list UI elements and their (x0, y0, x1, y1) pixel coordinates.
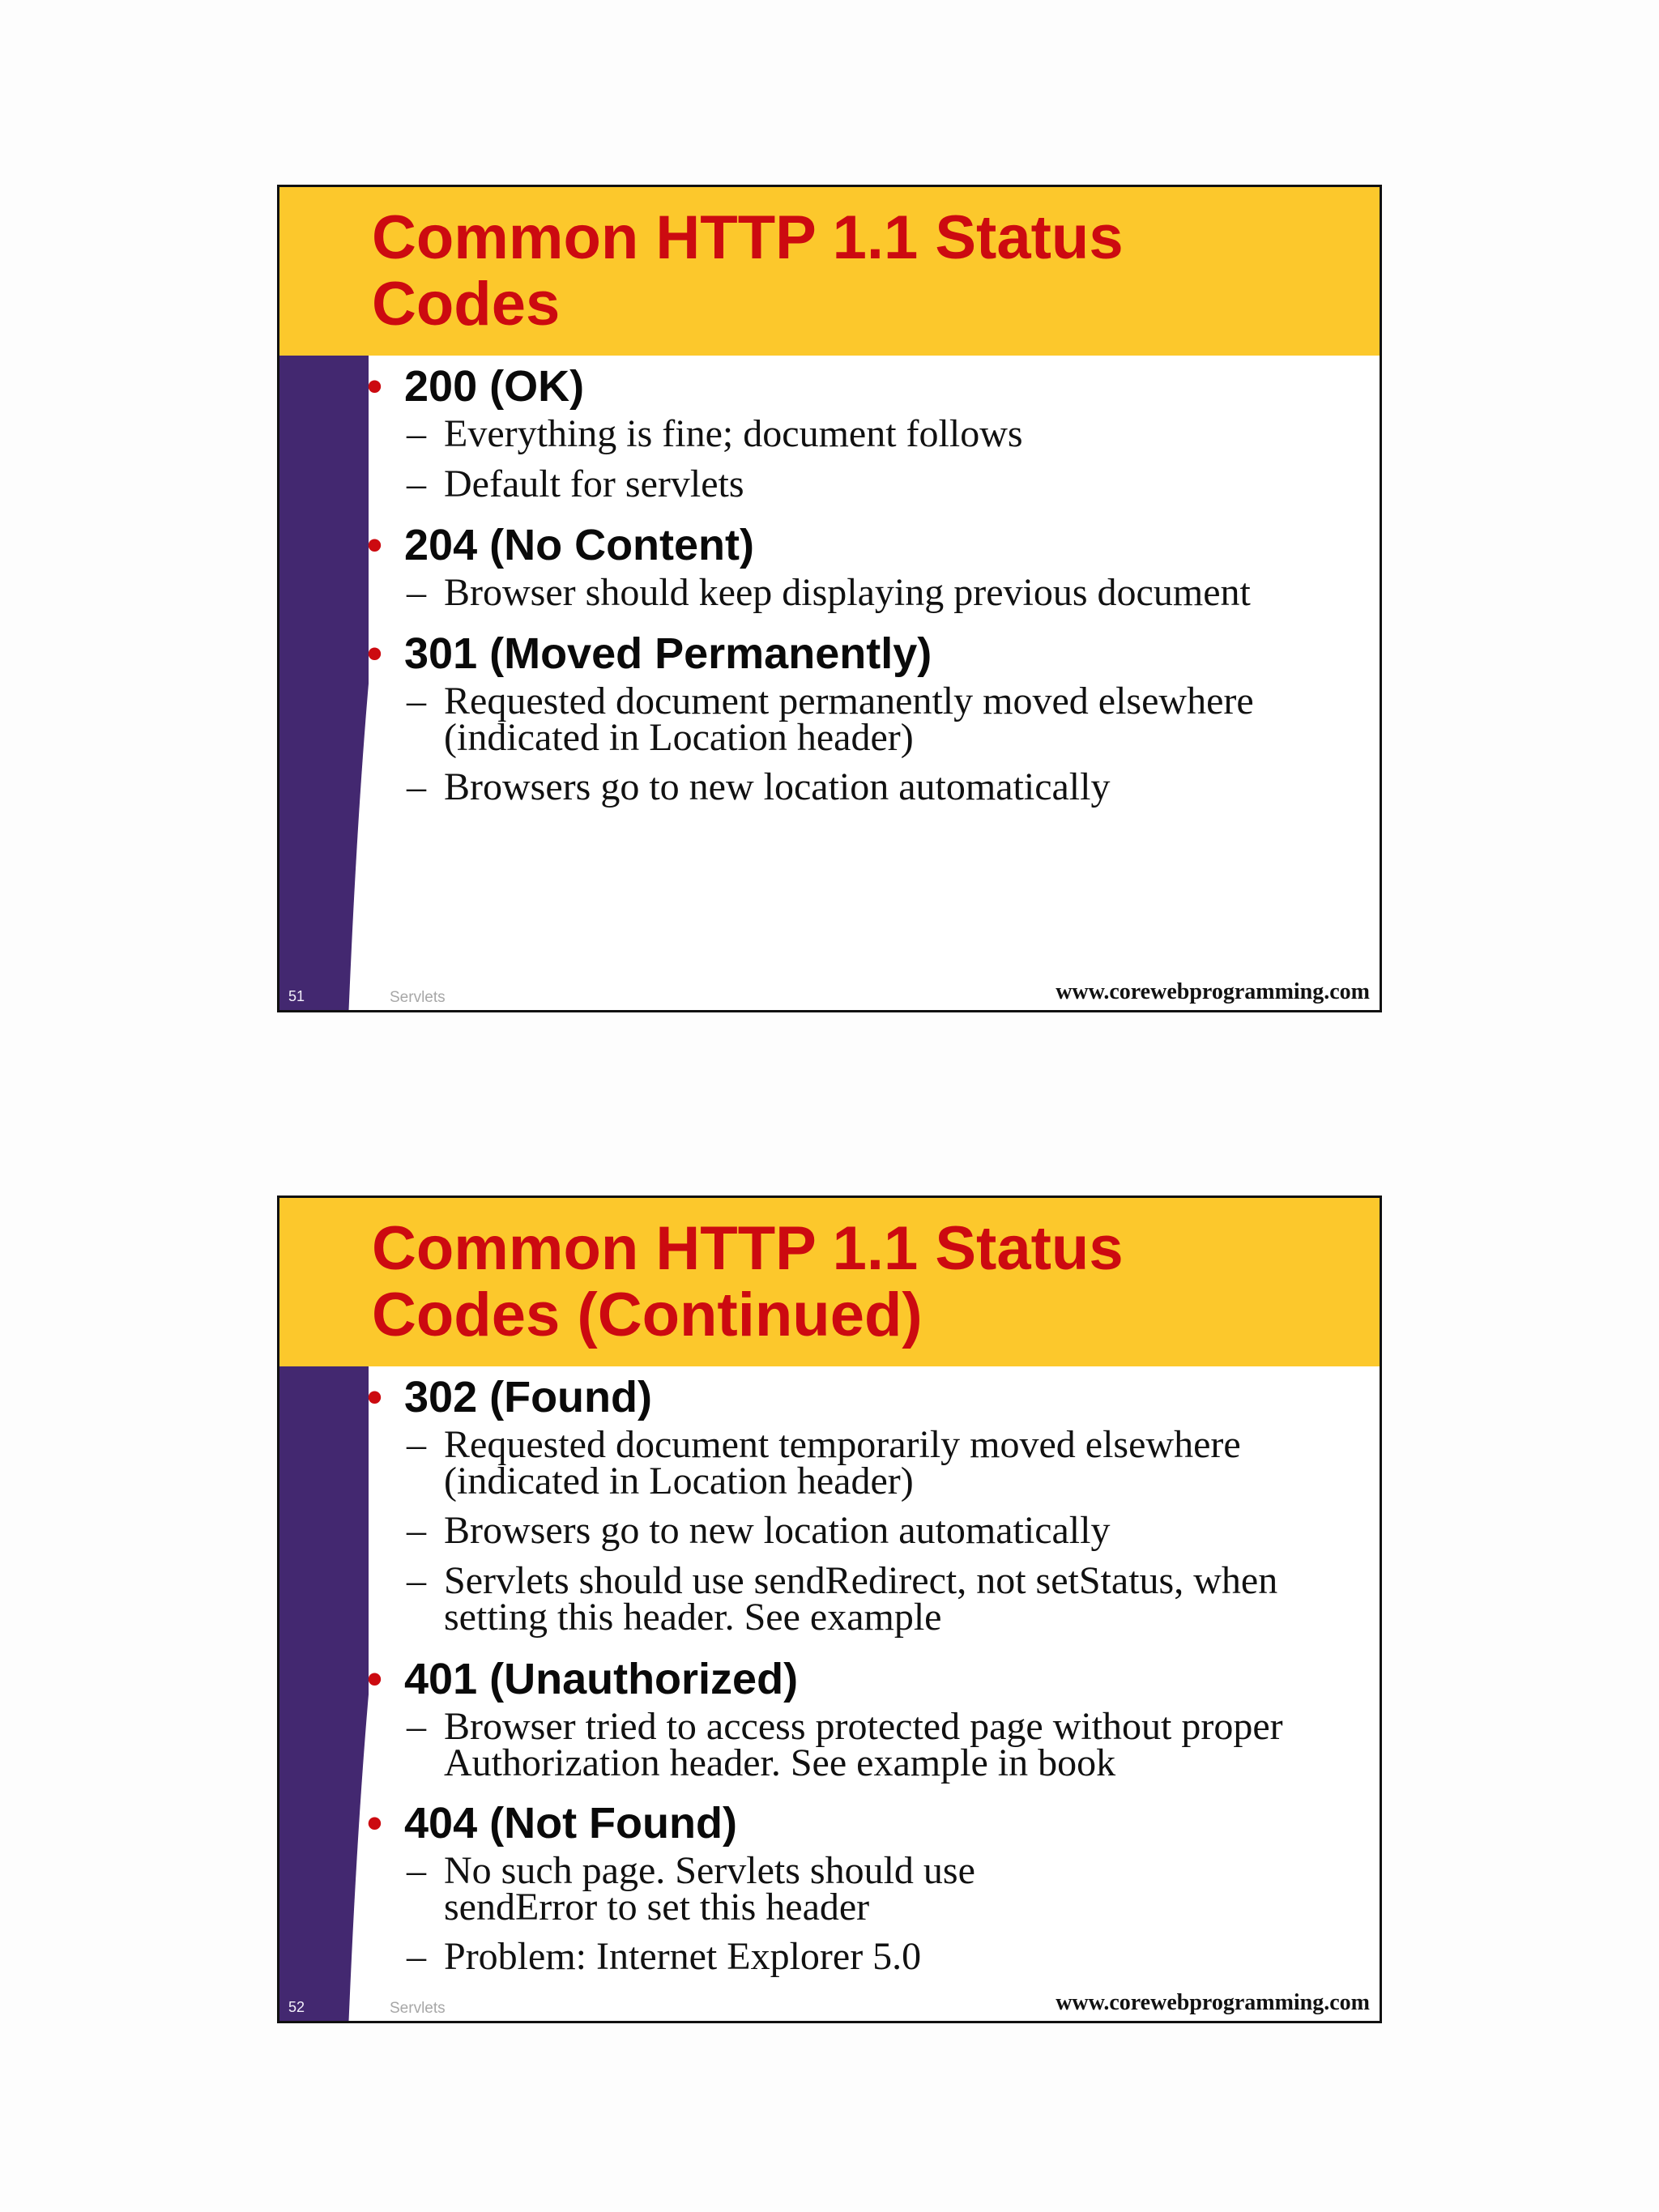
slide-52 (277, 1196, 1382, 2023)
slide-number: 52 (288, 1999, 305, 2015)
sub-item-text: Requested document permanently moved elsewhere (444, 680, 1254, 722)
slide-number: 51 (288, 988, 305, 1004)
sub-item (407, 571, 1251, 614)
sub-item (407, 680, 1254, 759)
sub-item (407, 1559, 1278, 1639)
dash-icon: – (407, 462, 426, 505)
bullet-200 (367, 362, 584, 411)
dash-icon: – (407, 1705, 426, 1748)
dash-icon: – (407, 1935, 426, 1978)
website-url: www.corewebprogramming.com (1056, 979, 1370, 1004)
sub-item (407, 1849, 975, 1929)
title-line-1: Common HTTP 1.1 Status (372, 1214, 1124, 1283)
dash-icon: – (407, 680, 426, 722)
sub-item (407, 1935, 922, 1978)
sub-item-text: Browser should keep displaying previous document (444, 571, 1251, 614)
slide-content (279, 187, 1380, 1010)
bullet-404 (367, 1799, 737, 1848)
bullet-heading: 404 (Not Found) (404, 1799, 737, 1848)
slide-content (279, 1198, 1380, 2021)
sub-item-continuation: Authorization header. See example in book (444, 1741, 1116, 1784)
bullet-302 (367, 1373, 652, 1421)
bullet-icon: • (367, 1655, 382, 1703)
bullet-204 (367, 521, 754, 569)
dash-icon: – (407, 571, 426, 614)
bullet-icon: • (367, 629, 382, 678)
bullet-301 (367, 629, 932, 678)
dash-icon: – (407, 1559, 426, 1602)
bullet-icon: • (367, 1799, 382, 1848)
bullet-heading: 401 (Unauthorized) (404, 1655, 799, 1703)
bullet-heading: 302 (Found) (404, 1373, 652, 1421)
sub-item-continuation: sendError to set this header (444, 1886, 870, 1929)
dash-icon: – (407, 1423, 426, 1466)
bullet-icon: • (367, 362, 382, 411)
sub-item-text: No such page. Servlets should use (444, 1849, 975, 1892)
sub-item (407, 1705, 1283, 1784)
sub-item-text: Requested document temporarily moved elsewhere (444, 1423, 1241, 1466)
sub-item (407, 412, 1023, 455)
sub-item-text: Servlets should use sendRedirect, not setStatus, when (444, 1559, 1278, 1602)
bullet-401 (367, 1655, 798, 1703)
bullet-heading: 204 (No Content) (404, 521, 754, 569)
bullet-icon: • (367, 1373, 382, 1421)
dash-icon: – (407, 1849, 426, 1892)
sub-item (407, 462, 744, 505)
title-line-1: Common HTTP 1.1 Status (372, 203, 1124, 272)
sub-item-continuation: (indicated in Location header) (444, 1460, 914, 1502)
bullet-heading: 301 (Moved Permanently) (404, 629, 932, 678)
sub-item (407, 1423, 1241, 1502)
sub-item-text: Browser tried to access protected page without proper (444, 1705, 1283, 1748)
sub-item-continuation: setting this header. See example (444, 1596, 942, 1639)
bullet-heading: 200 (OK) (404, 362, 585, 411)
sub-item-text: Problem: Internet Explorer 5.0 (444, 1935, 922, 1978)
sub-item (407, 1509, 1111, 1552)
website-url: www.corewebprogramming.com (1056, 1990, 1370, 2015)
title-line-2: Codes (Continued) (372, 1281, 923, 1349)
dash-icon: – (407, 412, 426, 455)
section-label: Servlets (390, 989, 446, 1006)
sub-item-text: Browsers go to new location automatically (444, 1509, 1111, 1552)
sub-item-continuation: (indicated in Location header) (444, 716, 914, 759)
section-label: Servlets (390, 2000, 446, 2017)
sub-item-text: Browsers go to new location automatically (444, 765, 1111, 808)
sub-item (407, 765, 1111, 808)
dash-icon: – (407, 765, 426, 808)
sub-item-text: Default for servlets (444, 462, 744, 505)
dash-icon: – (407, 1509, 426, 1552)
slide-51 (277, 185, 1382, 1012)
title-line-2: Codes (372, 270, 561, 339)
sub-item-text: Everything is fine; document follows (444, 412, 1023, 455)
bullet-icon: • (367, 521, 382, 569)
